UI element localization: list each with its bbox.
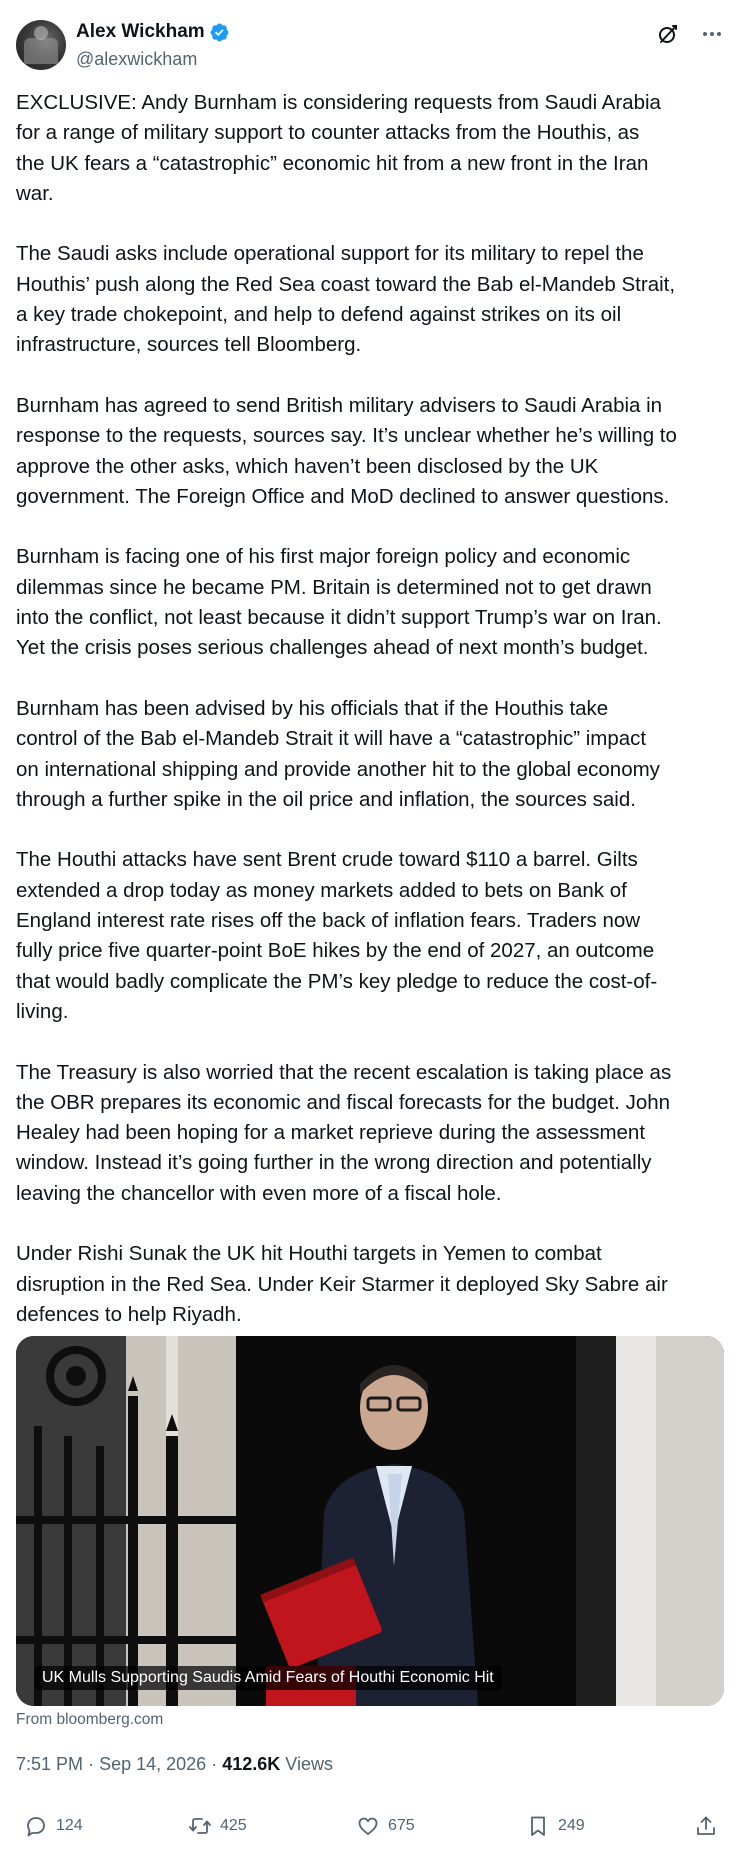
author-handle[interactable]: @alexwickham: [76, 49, 198, 69]
repost-count: 425: [220, 1817, 247, 1834]
link-card-source[interactable]: From bloomberg.com: [16, 1711, 164, 1728]
tweet-paragraph: Burnham is facing one of his first major foreign policy and economic dilemmas since he became PM. Britain is determined not to get drawn into the conflict, not least because it didn’t support Trump’s war on Iran. Yet the crisis poses serious challenges ahead of next month’s budget.: [16, 545, 662, 660]
tweet-paragraph: Burnham has agreed to send British military advisers to Saudi Arabia in response to the requests, sources say. It’s unclear whether he’s willing to approve the other asks, which haven’t been disclosed by the UK government. The Foreign Office and MoD declined to answer questions.: [16, 393, 677, 508]
tweet-header: [16, 18, 728, 74]
more-icon[interactable]: [700, 22, 724, 46]
share-icon: [694, 1814, 718, 1838]
grok-icon[interactable]: [656, 22, 680, 46]
author-name-row[interactable]: [76, 20, 230, 44]
reply-button[interactable]: [24, 1810, 83, 1842]
tweet-paragraph: Under Rishi Sunak the UK hit Houthi targets in Yemen to combat disruption in the Red Sea. Under Keir Starmer it deployed Sky Sabre air defences to help Riyadh.: [16, 1242, 668, 1326]
tweet-paragraph: The Houthi attacks have sent Brent crude toward $110 a barrel. Gilts extended a drop today as money markets added to bets on Bank of England interest rate rises off the back of inflation fears. Traders now fully price five quarter-point BoE hikes by the end of 2027, an outcome that would badly complicate the PM’s key pledge to reduce the cost-of- living.: [16, 848, 658, 1023]
views-count: 412.6K: [222, 1754, 281, 1774]
link-card-caption: UK Mulls Supporting Saudis Amid Fears of Houthi Economic Hit: [34, 1666, 502, 1690]
bookmark-count: 249: [558, 1817, 585, 1834]
views-label: Views: [285, 1754, 333, 1774]
share-button[interactable]: [694, 1810, 726, 1842]
bookmark-icon: [526, 1814, 550, 1838]
verified-badge-icon: [209, 22, 230, 43]
reply-icon: [24, 1814, 48, 1838]
reply-count: 124: [56, 1817, 83, 1834]
link-card-image: [16, 1336, 724, 1706]
repost-button[interactable]: [188, 1810, 247, 1842]
tweet-paragraph: EXCLUSIVE: Andy Burnham is considering requests from Saudi Arabia for a range of military support to counter attacks from the Houthis, as the UK fears a “catastrophic” economic hit from a new front in the Iran war.: [16, 91, 661, 205]
bookmark-button[interactable]: [526, 1810, 585, 1842]
tweet-time[interactable]: 7:51 PM: [16, 1754, 84, 1774]
tweet-paragraph: The Treasury is also worried that the recent escalation is taking place as the OBR prepares its economic and fiscal forecasts for the budget. John Healey had been hoping for a market reprieve during the assessment window. Instead it’s going further in the wrong direction and potentially leaving the chancellor with even more of a fiscal hole.: [16, 1060, 672, 1205]
tweet-text: [16, 88, 728, 1330]
like-button[interactable]: [356, 1810, 415, 1842]
link-card[interactable]: [16, 1336, 724, 1706]
action-bar: [16, 1810, 728, 1842]
tweet-date[interactable]: Sep 14, 2026: [99, 1754, 207, 1774]
avatar[interactable]: [16, 20, 66, 70]
author-display-name[interactable]: Alex Wickham: [76, 21, 205, 42]
tweet-paragraph: The Saudi asks include operational support for its military to repel the Houthis’ push along the Red Sea coast toward the Bab el-Mandeb Strait, a key trade chokepoint, and help to defend against strikes on its oil infrastructure, sources tell Bloomberg.: [16, 242, 676, 357]
tweet-meta: [16, 1752, 333, 1776]
meta-separator: ·: [211, 1754, 218, 1774]
repost-icon: [188, 1814, 212, 1838]
like-count: 675: [388, 1817, 415, 1834]
tweet-paragraph: Burnham has been advised by his officials that if the Houthis take control of the Bab el-Mandeb Strait it will have a “catastrophic” impact on international shipping and provide another hit to the global economy through a further spike in the oil price and inflation, the sources said.: [16, 696, 660, 811]
meta-separator: ·: [88, 1754, 95, 1774]
heart-icon: [356, 1814, 380, 1838]
